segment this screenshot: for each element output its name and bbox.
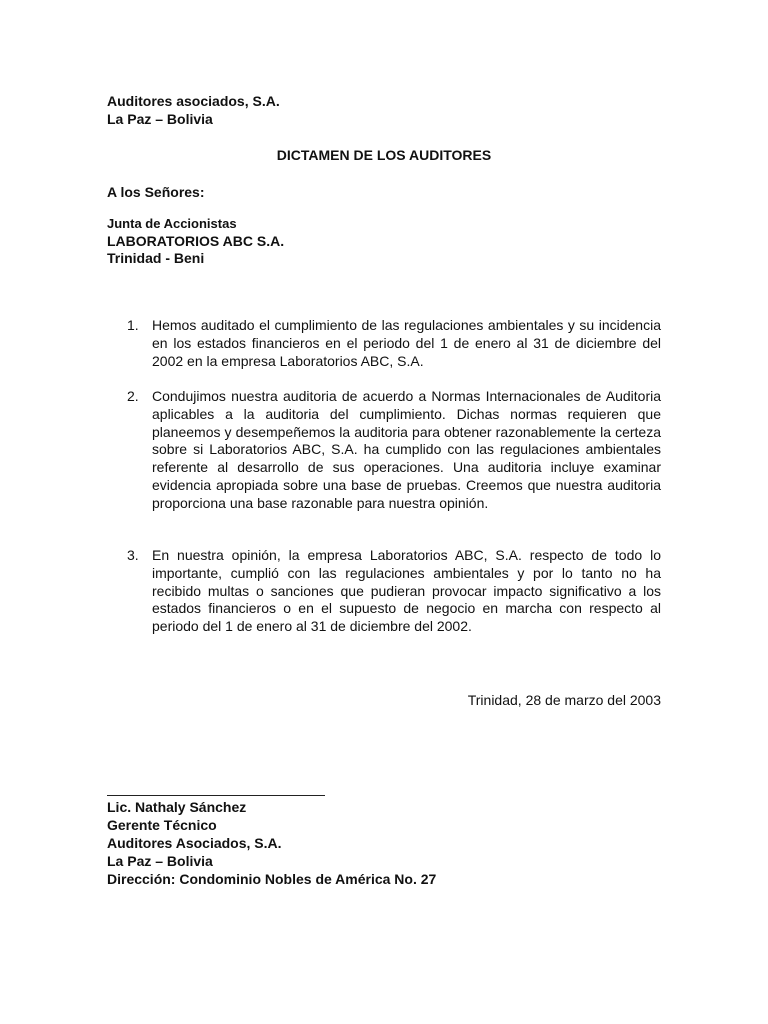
signatory-name: Lic. Nathaly Sánchez <box>107 799 247 815</box>
addressee-line-1: Junta de Accionistas <box>107 216 237 231</box>
salutation: A los Señores: <box>107 184 205 200</box>
list-item <box>127 388 661 513</box>
document-date: Trinidad, 28 de marzo del 2003 <box>467 692 661 708</box>
signatory-position: Gerente Técnico <box>107 817 217 833</box>
list-item <box>127 317 661 370</box>
list-item <box>127 547 661 636</box>
header-location: La Paz – Bolivia <box>107 111 213 127</box>
addressee-line-3: Trinidad - Beni <box>107 250 205 266</box>
signatory-city: La Paz – Bolivia <box>107 853 213 869</box>
paragraph-number: 2. <box>127 388 139 404</box>
signatory-firm: Auditores Asociados, S.A. <box>107 835 282 851</box>
paragraph-text: Hemos auditado el cumplimiento de las regulaciones ambientales y su incidencia en los estados financieros en el periodo del 1 de enero al 31 de diciembre del 2002 en la empresa Laboratorios ABC, S.A. <box>152 317 661 369</box>
signatory-address: Dirección: Condominio Nobles de América No. 27 <box>107 871 437 887</box>
signature-line <box>107 795 325 796</box>
addressee-line-2: LABORATORIOS ABC S.A. <box>107 233 285 249</box>
paragraph-text: Condujimos nuestra auditoria de acuerdo a Normas Internacionales de Auditoria aplicables a la auditoria del cumplimiento. Dichas normas requieren que planeemos y desempeñemos la auditoria para obtener razonablemente la certeza sobre si Laboratorios ABC, S.A. ha cumplido con las regulaciones ambientales referente al desarrollo de sus operaciones. Una auditoria incluye examinar evidencia apropiada sobre una base de pruebas. Creemos que nuestra auditoria proporciona una base razonable para nuestra opinión. <box>152 388 661 511</box>
paragraph-number: 3. <box>127 547 139 563</box>
paragraph-number: 1. <box>127 317 139 333</box>
header-firm: Auditores asociados, S.A. <box>107 93 280 109</box>
document-title: DICTAMEN DE LOS AUDITORES <box>276 147 492 163</box>
paragraph-text: En nuestra opinión, la empresa Laboratorios ABC, S.A. respecto de todo lo importante, cumplió con las regulaciones ambientales y por lo tanto no ha recibido multas o sanciones que pudieran provocar impacto significativo a los estados financieros o en el supuesto de negocio en marcha con respecto al periodo del 1 de enero al 31 de diciembre del 2002. <box>152 547 661 635</box>
